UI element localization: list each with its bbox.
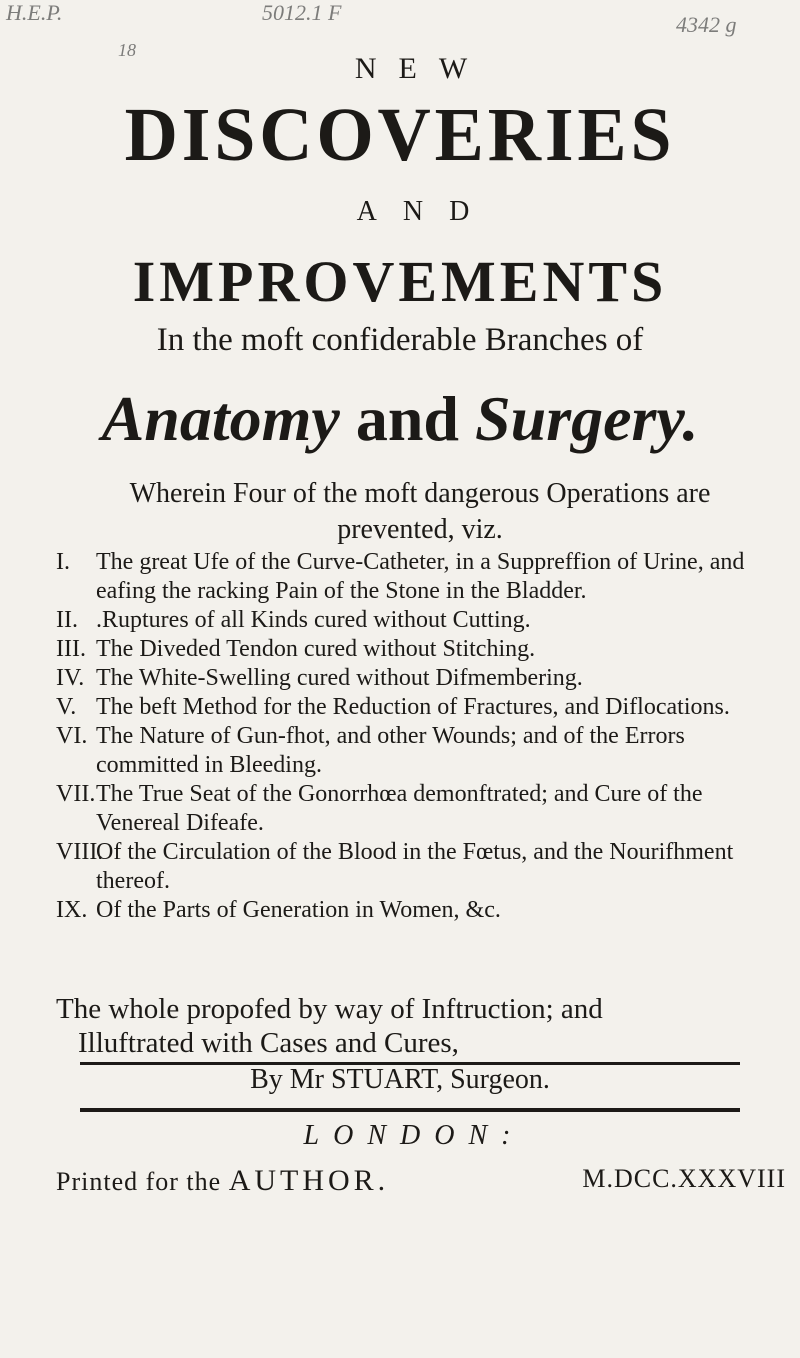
list-item <box>56 722 776 780</box>
imprint-author: AUTHOR. <box>228 1164 390 1197</box>
title-anatomy-surgery <box>0 382 800 456</box>
item-number: IV. <box>56 665 85 691</box>
imprint-prefix: Printed for the <box>56 1167 222 1196</box>
list-item <box>56 664 776 693</box>
whole-statement <box>56 992 786 1060</box>
item-number: VIII. <box>56 839 104 865</box>
title-and-small: and <box>355 383 459 454</box>
item-text: The Diveded Tendon cured without Stitching. <box>96 636 536 662</box>
item-text: The beft Method for the Reduction of Fractures, and Diflocations. <box>96 694 730 720</box>
divider-rule-bottom <box>80 1108 740 1112</box>
title-discoveries: DISCOVERIES <box>124 93 676 177</box>
item-number: II. <box>56 607 78 633</box>
item-text: .Ruptures of all Kinds cured without Cutting. <box>96 607 531 633</box>
list-item <box>56 635 776 664</box>
imprint-place: LONDON: <box>303 1120 525 1151</box>
item-number: I. <box>56 549 70 575</box>
whole-line-1: The whole propofed by way of Inftruction; and <box>56 993 603 1025</box>
title-improvements: IMPROVEMENTS <box>132 249 668 314</box>
manuscript-note-left: H.E.P. <box>6 0 63 25</box>
operations-list <box>56 548 776 925</box>
intro-text: Wherein Four of the moft dangerous Operations are prevented, viz. <box>129 478 711 545</box>
imprint-date: M.DCC.XXXVIII <box>582 1164 786 1193</box>
title-surgery: Surgery. <box>475 383 699 454</box>
item-number: VI. <box>56 723 88 749</box>
item-text: Of the Parts of Generation in Women, &c. <box>96 897 501 923</box>
item-text: The White-Swelling cured without Difmembering. <box>96 665 583 691</box>
title-branches: In the moft confiderable Branches of <box>156 322 644 358</box>
item-number: VII. <box>56 781 96 807</box>
title-anatomy: Anatomy <box>101 383 340 454</box>
list-item <box>56 780 776 838</box>
item-text: Of the Circulation of the Blood in the Fœtus, and the Nourifhment thereof. <box>96 839 734 894</box>
list-item <box>56 896 776 925</box>
item-number: III. <box>56 636 86 662</box>
list-item <box>56 693 776 722</box>
manuscript-number: 4342 g <box>676 12 737 37</box>
item-text: The great Ufe of the Curve-Catheter, in a Suppreffion of Urine, and eafing the racking Pain of the Stone in the Bladder. <box>96 549 745 604</box>
item-number: IX. <box>56 897 88 923</box>
whole-line-2: Illuftrated with Cases and Cures, <box>78 1027 459 1059</box>
title-and: AND <box>356 196 496 227</box>
manuscript-mark: 18 <box>118 40 136 60</box>
item-text: The Nature of Gun-fhot, and other Wounds; and of the Errors committed in Bleeding. <box>96 723 685 778</box>
item-text: The True Seat of the Gonorrhœa demonftrated; and Cure of the Venereal Difeafe. <box>96 781 703 836</box>
list-item <box>56 606 776 635</box>
manuscript-shelfmark: 5012.1 F <box>262 0 342 25</box>
list-item <box>56 838 776 896</box>
list-item <box>56 548 776 606</box>
item-number: V. <box>56 694 77 720</box>
title-new: NEW <box>354 52 490 85</box>
author-line: By Mr STUART, Surgeon. <box>250 1064 550 1095</box>
imprint-line <box>56 1164 786 1198</box>
